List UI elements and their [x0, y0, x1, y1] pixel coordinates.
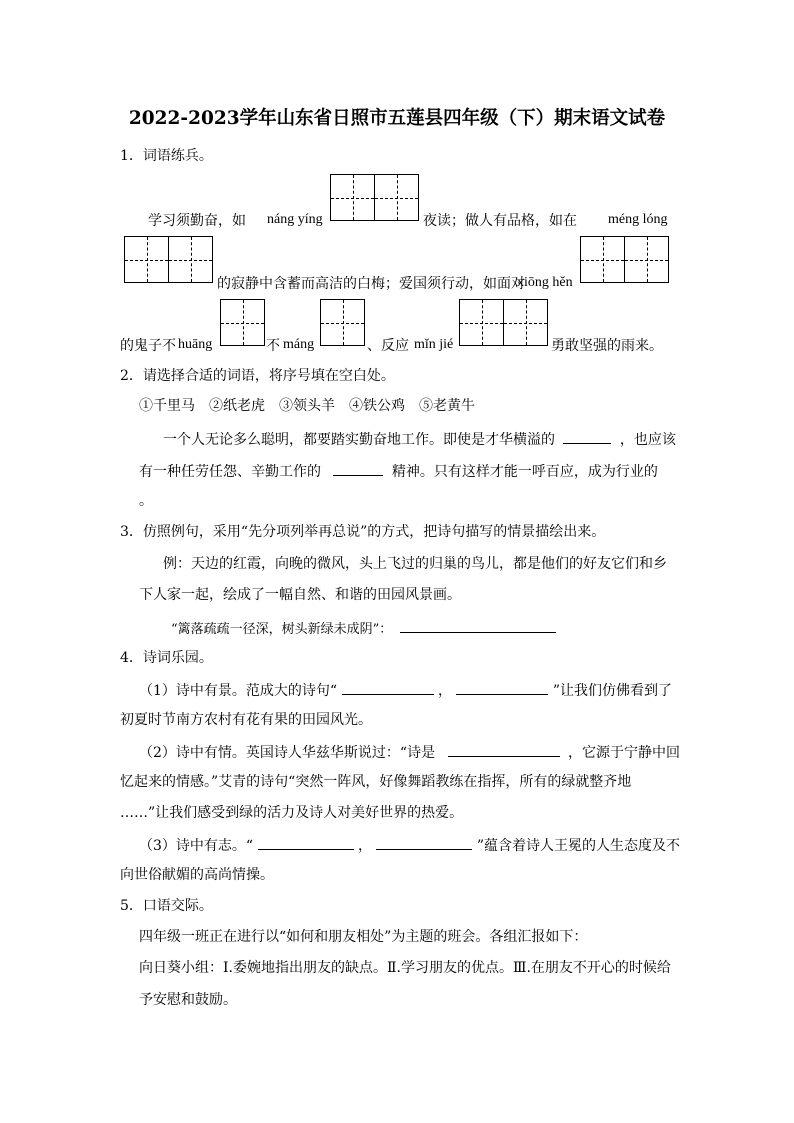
q2-para-line1 [163, 429, 676, 449]
q4-text: ， [357, 838, 372, 854]
pinyin-xiongnhen: xiōng hěn [517, 275, 573, 290]
q4-text: ”蕴含着诗人王冕的人生态度及不 [476, 838, 681, 854]
q1-line3-text-c: 、反应 [367, 338, 409, 354]
q2-text: ，也应该 [619, 432, 676, 448]
q4-text: （3）诗中有志。“ [139, 838, 254, 854]
answer-blank[interactable] [258, 835, 354, 850]
answer-grid-huang[interactable] [220, 299, 265, 346]
answer-blank[interactable] [376, 835, 472, 850]
answer-grid-minjie[interactable] [459, 299, 548, 346]
char-box[interactable] [459, 299, 504, 346]
q2-text: 一个人无论多么聪明，都要踏实勤奋地工作。即使是才华横溢的 [163, 432, 555, 448]
char-box[interactable] [168, 236, 213, 283]
char-box[interactable] [330, 174, 375, 221]
char-box[interactable] [124, 236, 169, 283]
q5-heading: 5．口语交际。 [120, 898, 213, 914]
q4-s2-line1 [139, 742, 680, 762]
q4-s3-line1 [139, 835, 680, 855]
char-box[interactable] [580, 236, 625, 283]
q4-text: （1）诗中有景。范成大的诗句“ [139, 683, 338, 699]
answer-grid-xiongnhen[interactable] [580, 236, 669, 283]
q2-heading: 2．请选择合适的词语，将序号填在空白处。 [120, 368, 395, 384]
answer-blank[interactable] [456, 680, 548, 695]
q2-para-line3: 。 [139, 493, 153, 509]
q4-s2-line3: ……”让我们感受到绿的活力及诗人对美好世界的热爱。 [120, 805, 464, 821]
answer-blank[interactable] [400, 618, 556, 633]
q4-s3-line2: 向世俗献媚的高尚情操。 [120, 867, 274, 883]
q4-heading: 4．诗词乐园。 [120, 650, 213, 666]
pinyin-mang: máng [283, 337, 315, 352]
answer-blank[interactable] [342, 680, 434, 695]
char-box[interactable] [624, 236, 669, 283]
q5-intro: 四年级一班正在进行以“如何和朋友相处”为主题的班会。各组汇报如下： [139, 929, 588, 945]
q4-s1-line2: 初夏时节南方农村有花有果的田园风光。 [120, 712, 372, 728]
q5-sunflower-line2: 予安慰和鼓励。 [139, 992, 237, 1008]
q1-heading: 1．词语练兵。 [120, 148, 213, 164]
q1-line3-text: 的鬼子不 [120, 338, 176, 354]
q4-text: ”让我们仿佛看到了 [552, 683, 673, 699]
answer-grid-mang[interactable] [320, 299, 365, 346]
q1-line2-text: 的寂静中含蓄而高洁的白梅；爱国须行动，如面对 [217, 276, 525, 292]
pinyin-menglong: méng lóng [608, 212, 668, 227]
q3-heading: 3．仿照例句，采用“先分项列举再总说”的方式，把诗句描写的情景描绘出来。 [120, 524, 606, 540]
q2-text: 有一种任劳任怨、辛勤工作的 [139, 464, 321, 480]
char-box[interactable] [220, 299, 265, 346]
answer-grid-menglong[interactable] [124, 236, 213, 283]
pinyin-nangying: náng yíng [267, 212, 323, 227]
q1-line1-text: 学习须勤奋，如 [148, 213, 246, 229]
answer-blank[interactable] [563, 429, 611, 444]
q3-poem-line [171, 618, 556, 639]
q3-poem: “篱落疏疏一径深，树头新绿未成阴”： [171, 622, 393, 637]
pinyin-minjie: mǐn jié [414, 337, 454, 352]
q4-text: ，它源于宁静中回 [567, 745, 680, 761]
q2-para-line2 [139, 461, 658, 481]
q1-line3-text-b: 不 [266, 338, 280, 354]
char-box[interactable] [320, 299, 365, 346]
q4-text: ， [437, 683, 452, 699]
q2-options: ①千里马 ②纸老虎 ③领头羊 ④铁公鸡 ⑤老黄牛 [139, 398, 475, 414]
char-box[interactable] [374, 174, 419, 221]
q3-example-line2: 下人家一起，绘成了一幅自然、和谐的田园风景画。 [139, 587, 461, 603]
q4-text: （2）诗中有情。英国诗人华兹华斯说过：“诗是 [139, 745, 436, 761]
char-box[interactable] [503, 299, 548, 346]
q5-sunflower-line1: 向日葵小组：Ⅰ.委婉地指出朋友的缺点。Ⅱ.学习朋友的优点。Ⅲ.在朋友不开心的时候给 [139, 960, 671, 976]
q4-s2-line2: 忆起来的情感。”艾青的诗句“突然一阵风，好像舞蹈教练在指挥，所有的绿就整齐地 [120, 774, 632, 790]
answer-blank[interactable] [333, 461, 383, 476]
pinyin-huang: huāng [178, 337, 213, 352]
page-title: 2022-2023学年山东省日照市五莲县四年级（下）期末语文试卷 [128, 108, 666, 129]
q1-line3-text-d: 勇敢坚强的雨来。 [551, 338, 663, 354]
answer-grid-nangying[interactable] [330, 174, 419, 221]
q4-s1-line1 [139, 680, 672, 700]
q1-line1-text-b: 夜读；做人有品格，如在 [423, 213, 577, 229]
q3-example-line1: 例：天边的红霞，向晚的微风，头上飞过的归巢的鸟儿，都是他们的好友它们和乡 [163, 556, 667, 572]
q2-text: 精神。只有这样才能一呼百应，成为行业的 [391, 464, 658, 480]
answer-blank[interactable] [448, 742, 560, 757]
